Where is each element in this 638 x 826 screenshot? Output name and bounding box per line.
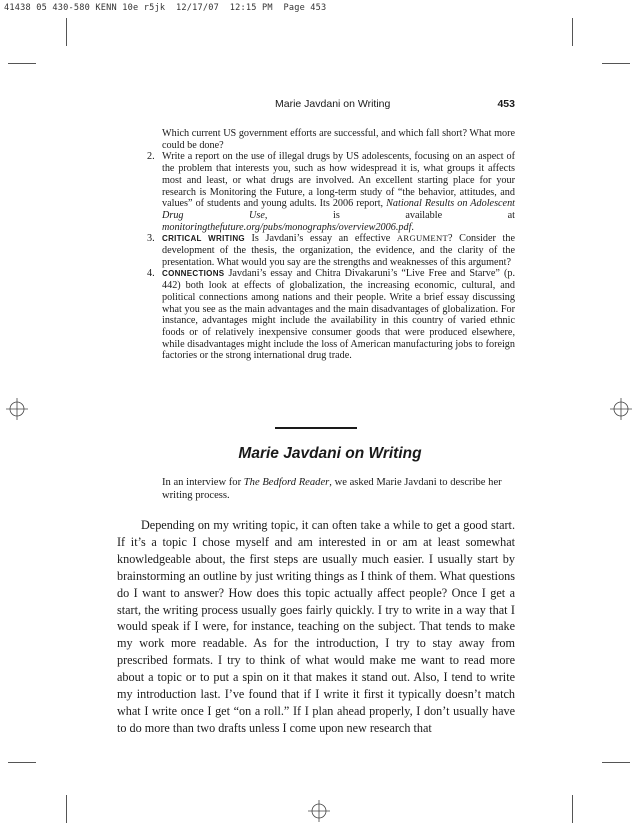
running-head-title: Marie Javdani on Writing	[275, 98, 391, 110]
body-paragraph: Depending on my writing topic, it can often take a while to get a good start. If it’s a topic I chose myself and am interested in or am at least somewhat knowledgeable about, the first steps are usually much easier. I usually start by brainstorming an outline by just writing things as I think of them. What questions do I want to answer? How does this topic actually affect people? Once I get a start, the writing process usually goes fairly quickly. I try to write in a way that I would speak if I were, for instance, teaching on the subject. That tends to make my work more readable. As for the introduction, I try to stay away from prescribed formats. I try to think of what would make me want to read more about a topic or to put a spin on it that makes it stand out. Also, I tend to write my introduction last. I’ve found that if I write it first it typically doesn’t match what I write once I get “on a roll.” If I plan ahead properly, I don’t usually have to do more than two drafts unless I come upon new research that	[117, 518, 515, 735]
question-number: 4.	[147, 268, 155, 280]
intro-text: , we asked Marie Javdani to describe her writing process.	[162, 477, 502, 501]
registration-mark-icon	[6, 398, 28, 420]
crop-mark	[572, 795, 573, 823]
question-tag: CRITICAL WRITING	[162, 234, 245, 244]
crop-mark	[602, 63, 630, 64]
report-url: monitoringthefuture.org/pubs/monographs/overview2006.pdf	[162, 221, 412, 233]
list-item	[140, 151, 515, 233]
question-number: 2.	[147, 151, 155, 163]
crop-mark	[8, 762, 36, 763]
question-list	[140, 128, 515, 362]
crop-mark	[572, 18, 573, 46]
registration-mark-icon	[610, 398, 632, 420]
section-divider	[275, 427, 357, 429]
page-number: 453	[497, 98, 515, 110]
report-title: National Results on Adolescent Drug Use	[162, 198, 515, 221]
print-slug: 41438 05 430-580 KENN 10e r5jk 12/17/07 12:15 PM Page 453	[4, 3, 327, 13]
glossary-term: ARGUMENT	[396, 233, 449, 244]
question-text: Is Javdani’s essay an effective	[244, 233, 397, 245]
intro-text: In an interview for	[162, 477, 244, 488]
crop-mark	[8, 63, 36, 64]
list-item	[140, 128, 515, 151]
question-text: Javdani’s essay and Chitra Divakaruni’s “Live Free and Starve” (p. 442) both look at effects of globalization, the increasing economic, cultural, and political connections among nations and their people. Write a brief essay discussing what you see as the main advantages and the main disadvantages of globalization. For instance, advantages might include the availability in this country of varied ethnic foods or of relatively inexpensive consumer goods that were produced elsewhere, while disadvantages might include the loss of American manufacturing jobs to foreign factories or the strong international drug trade.	[162, 268, 515, 362]
section-title: Marie Javdani on Writing	[238, 445, 422, 462]
book-title: The Bedford Reader	[243, 477, 330, 488]
list-item	[140, 233, 515, 268]
question-text: , is available at	[264, 209, 515, 221]
question-text: .	[411, 221, 414, 233]
question-text: ? Consider the development of the thesis, the organization, the evidence, and the clarity of the presentation. What would you say are the strengths and weaknesses of this argument?	[162, 233, 515, 268]
crop-mark	[66, 795, 67, 823]
question-text: Which current US government efforts are successful, and which fall short? What more could be done?	[162, 128, 515, 151]
intro-note	[162, 476, 502, 502]
crop-mark	[66, 18, 67, 46]
question-tag: CONNECTIONS	[162, 269, 225, 279]
list-item	[140, 268, 515, 362]
registration-mark-icon	[308, 800, 330, 822]
question-number: 3.	[147, 233, 155, 245]
crop-mark	[602, 762, 630, 763]
question-text: Write a report on the use of illegal drugs by US adolescents, focusing on an aspect of the problem that interests you, such as how widespread it is, what groups it affects most and least, or what drugs are involved. An excellent starting place for your research is Monitoring the Future, a long-term study of “the behavior, attitudes, and values” of students and young adults. Its 2006 report,	[162, 151, 515, 210]
